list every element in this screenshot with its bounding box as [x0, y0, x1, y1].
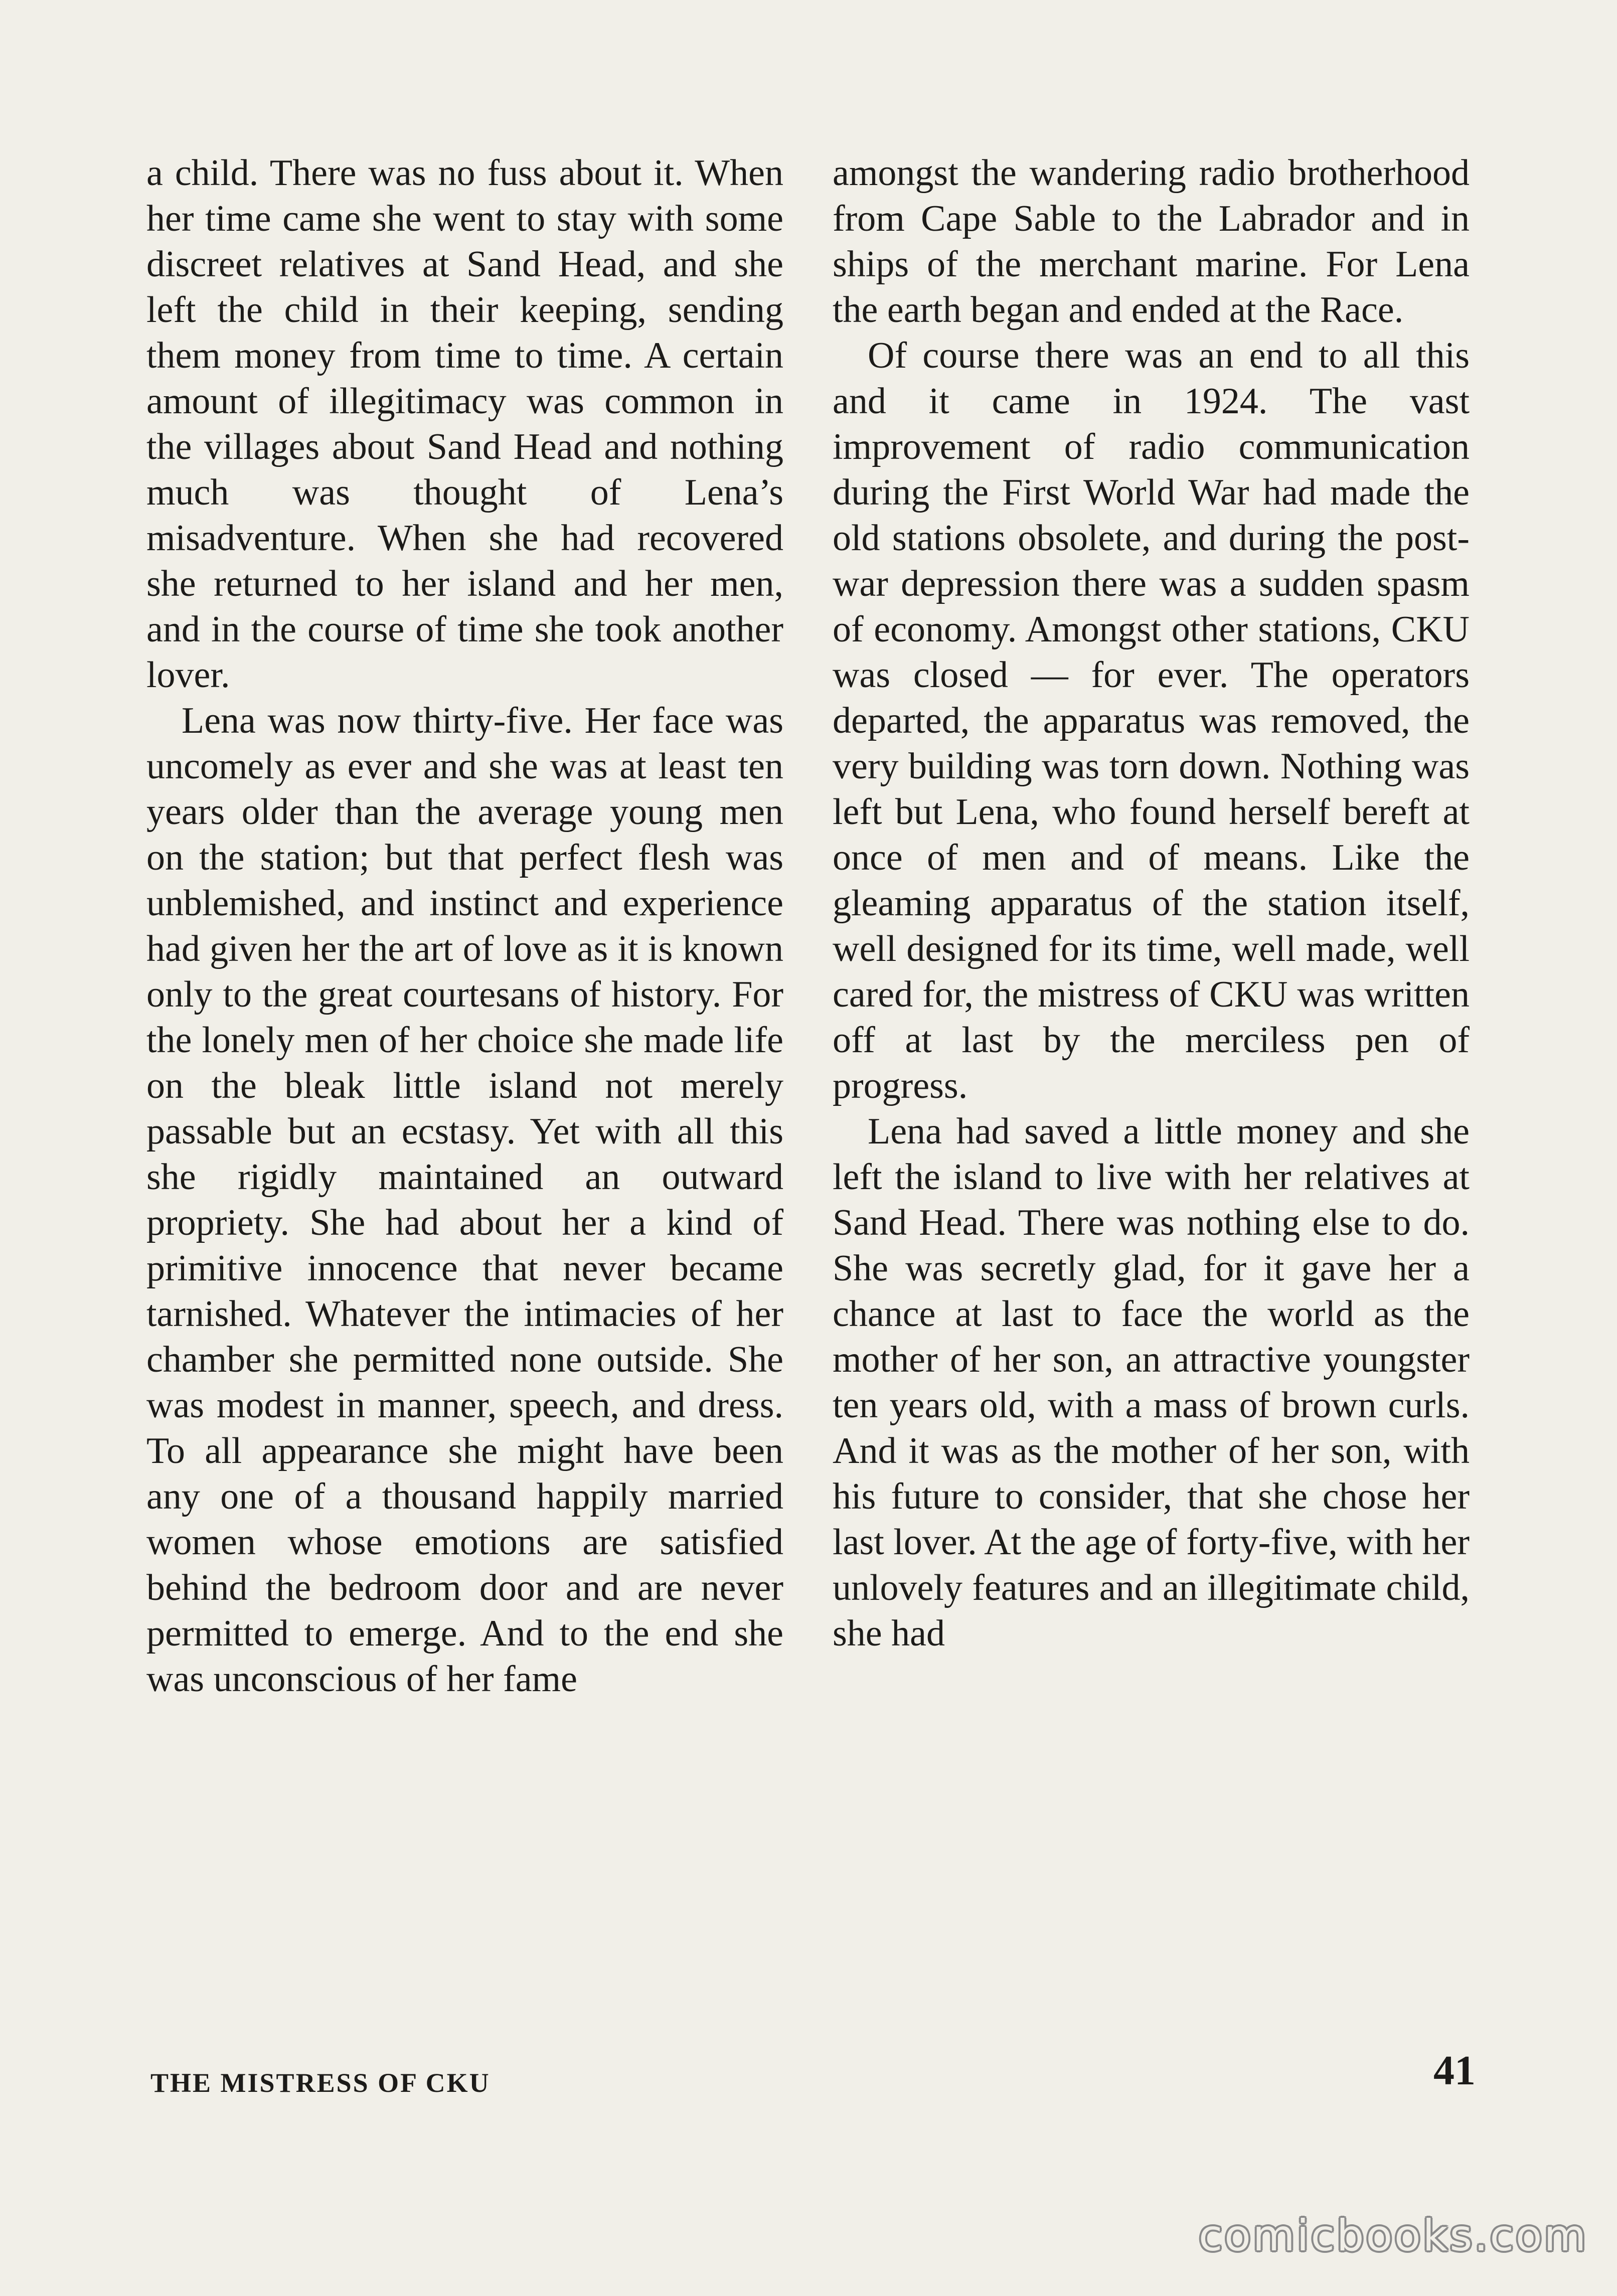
- right-column: [833, 150, 1470, 1657]
- left-column: [146, 150, 783, 1702]
- paragraph: amongst the wandering radio brotherhood from Cape Sable to the Labrador and in ships of the merchant marine. For Lena the earth began and ended at the Race.: [833, 152, 1470, 331]
- page-number: 41: [1433, 2047, 1476, 2094]
- paragraph: Lena had saved a little money and she left the island to live with her relatives at Sand Head. There was nothing else to do. She was secretly glad, for it gave her a chance at last to face the world as the mother of her son, an attractive youngster ten years old, with a mass of brown curls. And it was as the mother of her son, with his future to consider, that she chose her last lover. At the age of forty-five, with her unlovely features and an illegitimate child, she had: [833, 1111, 1470, 1654]
- paragraph: Of course there was an end to all this and it came in 1924. The vast improvement of radio communication during the First World War had made the old stations obsolete, and during the post-war depression there was a sudden spasm of economy. Amongst other stations, CKU was closed — for ever. The operators departed, the apparatus was removed, the very building was torn down. Nothing was left but Lena, who found herself bereft at once of men and of means. Like the gleaming apparatus of the station itself, well designed for its time, well made, well cared for, the mistress of CKU was written off at last by the merciless pen of progress.: [833, 335, 1470, 1106]
- paragraph: a child. There was no fuss about it. When her time came she went to stay with some discreet relatives at Sand Head, and she left the child in their keeping, sending them money from time to time. A certain amount of illegitimacy was common in the villages about Sand Head and nothing much was thought of Lena’s misadventure. When she had recovered she returned to her island and her men, and in the course of time she took another lover.: [146, 152, 783, 696]
- watermark: comicbooks.com: [1199, 2211, 1588, 2261]
- paragraph: Lena was now thirty-five. Her face was uncomely as ever and she was at least ten years older than the average young men on the station; but that perfect flesh was unblemished, and instinct and experience had given her the art of love as it is known only to the great courtesans of history. For the lonely men of her choice she made life on the bleak little island not merely passable but an ecstasy. Yet with all this she rigidly maintained an outward propriety. She had about her a kind of primitive innocence that never became tarnished. Whatever the intimacies of her chamber she permitted none outside. She was modest in manner, speech, and dress. To all appearance she might have been any one of a thousand happily married women whose emotions are satisfied behind the bedroom door and are never permitted to emerge. And to the end she was unconscious of her fame: [146, 700, 783, 1700]
- running-title: THE MISTRESS OF CKU: [150, 2068, 491, 2098]
